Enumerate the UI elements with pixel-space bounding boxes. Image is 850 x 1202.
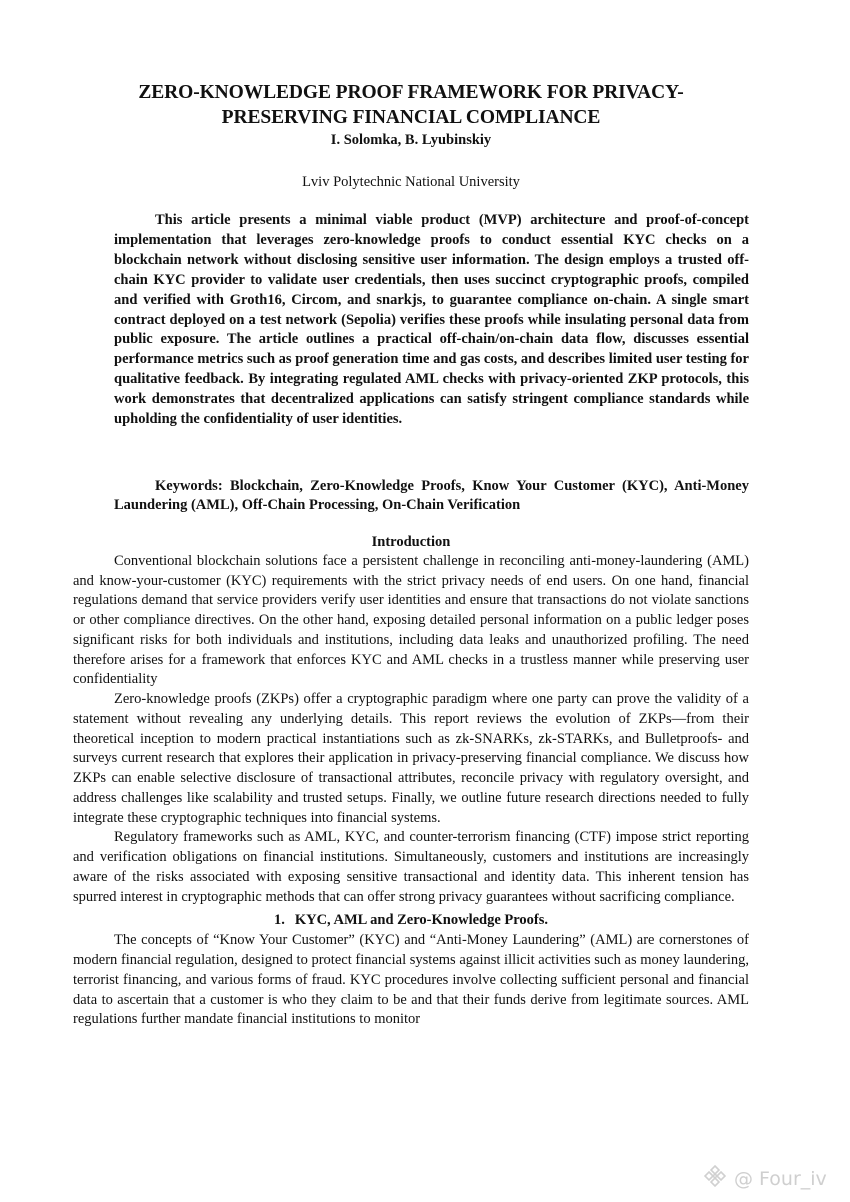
section-heading-kyc-aml: [73, 910, 749, 930]
binance-logo-icon: [702, 1163, 728, 1194]
intro-paragraph-3: Regulatory frameworks such as AML, KYC, and counter-terrorism financing (CTF) impose strict reporting and verification obligations on financial institutions. Simultaneously, customers and institutions are increasingly aware of the risks associated with exposing sensitive transactional and identity data. This inherent tension has spurred interest in cryptographic methods that can offer strong privacy guarantees without sacrificing compliance.: [73, 829, 749, 905]
keywords: Keywords: Blockchain, Zero-Knowledge Proofs, Know Your Customer (KYC), Anti-Money Laundering (AML), Off-Chain Processing, On-Chain Verification: [114, 477, 749, 514]
watermark-text: @ Four_iv: [734, 1167, 827, 1190]
affiliation: Lviv Polytechnic National University: [302, 174, 520, 190]
intro-paragraph-1: Conventional blockchain solutions face a persistent challenge in reconciling anti-money-laundering (AML) and know-your-customer (KYC) requirements with the strict privacy needs of end users. On one hand, financial regulations demand that service providers verify user identities and ensure that transactions do not violate sanctions or other compliance directives. On the other hand, exposing detailed personal information on a public ledger poses significant risks for both individuals and institutions, including data leaks and unauthorized profiling. The need therefore arises for a framework that enforces KYC and AML checks in a trustless manner while preserving user confidentiality: [73, 552, 749, 688]
section-heading-introduction: Introduction: [371, 533, 451, 550]
authors: I. Solomka, B. Lyubinskiy: [330, 132, 492, 148]
section1-paragraph-1: The concepts of “Know Your Customer” (KYC) and “Anti-Money Laundering” (AML) are cornerstones of modern financial regulation, designed to protect financial systems against illicit activities such as money laundering, terrorist financing, and various forms of fraud. KYC procedures involve collecting sufficient personal and financial data to ascertain that a customer is who they claim to be and that their funds derive from legitimate sources. AML regulations further mandate financial institutions to monitor: [73, 932, 749, 1028]
section-number: 1.: [273, 912, 285, 929]
title-line-1: ZERO-KNOWLEDGE PROOF FRAMEWORK FOR PRIVACY-: [138, 82, 684, 103]
abstract: This article presents a minimal viable product (MVP) architecture and proof-of-concept implementation that leverages zero-knowledge proofs to conduct essential KYC checks on a blockchain network without disclosing sensitive user information. The design employs a trusted off-chain KYC provider to validate user credentials, then uses succinct cryptographic proofs, compiled and verified with Groth16, Circom, and snarkjs, to guarantee compliance on-chain. A single smart contract deployed on a test network (Sepolia) verifies these proofs while insulating personal data from public exposure. The article outlines a practical off-chain/on-chain data flow, discusses essential performance metrics such as proof generation time and gas costs, and describes limited user testing for qualitative feedback. By integrating regulated AML checks with privacy-oriented ZKP protocols, this work demonstrates that decentralized applications can satisfy stringent compliance standards while upholding the confidentiality of user identities.: [114, 212, 749, 428]
title-line-2: PRESERVING FINANCIAL COMPLIANCE: [221, 107, 601, 128]
intro-paragraph-2: Zero-knowledge proofs (ZKPs) offer a cryptographic paradigm where one party can prove the validity of a statement without revealing any underlying details. This report reviews the evolution of ZKPs—from their theoretical inception to modern practical instantiations such as zk-SNARKs, zk-STARKs, and Bulletproofs- and surveys current research that explores their application in privacy-preserving financial compliance. We discuss how ZKPs can enable selective disclosure of transactional attributes, reconcile privacy with regulatory oversight, and address challenges like scalability and trusted setups. Finally, we outline future research directions needed to fully integrate these cryptographic techniques into financial systems.: [73, 691, 749, 826]
watermark: [702, 1163, 827, 1194]
paper-title: [73, 80, 749, 130]
section-title: KYC, AML and Zero-Knowledge Proofs.: [294, 912, 549, 929]
paper-page: [73, 80, 749, 1030]
